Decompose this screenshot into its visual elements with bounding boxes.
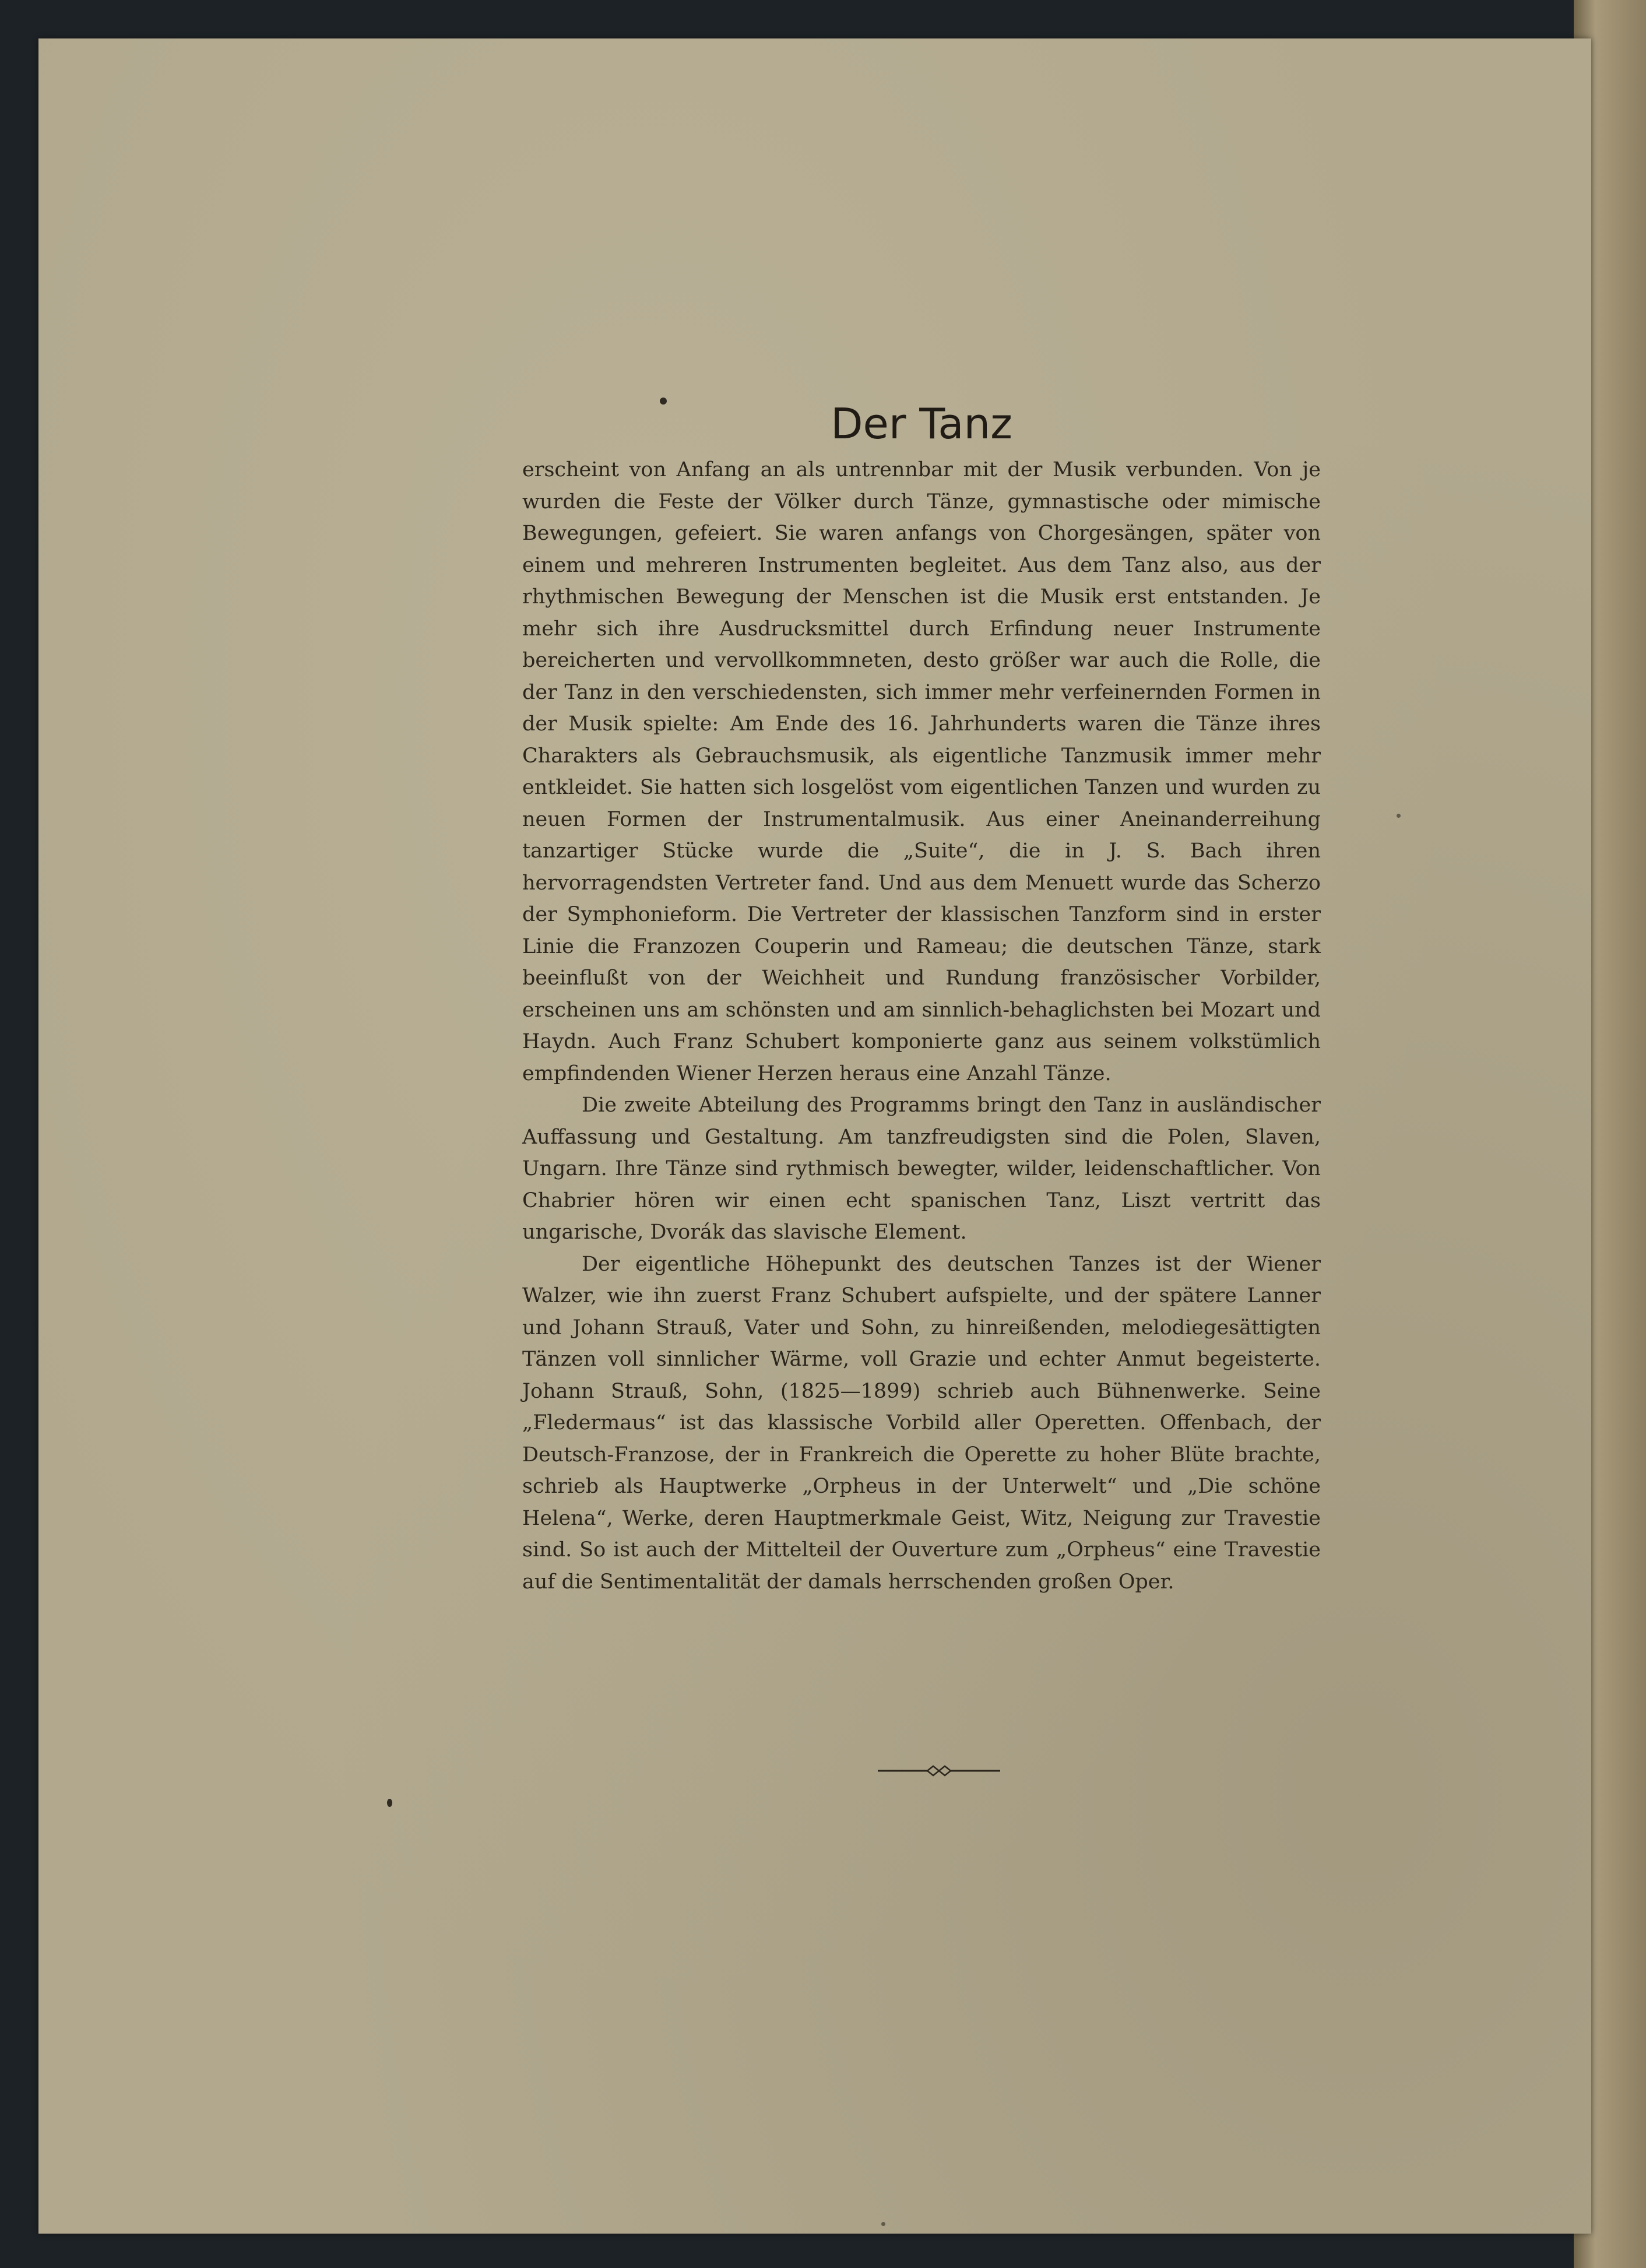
paragraph-3: Der eigentliche Höhepunkt des deutschen Tanzes ist der Wiener Walzer, wie ihn zuerst Franz Schubert aufspielte, und der spätere Lanner und Johann Strauß, Vater und Sohn, zu hinreißenden, melodiegesättigten Tänzen voll sinnlicher Wärme, voll Grazie und echter Anmut begeisterte. Johann Strauß, Sohn, (1825—1899) schrieb auch Bühnenwerke. Seine „Fledermaus“ ist das klassische Vorbild aller Operetten. Offenbach, der Deutsch-Franzose, der in Frankreich die Operette zu hoher Blüte brachte, schrieb als Hauptwerke „Orpheus in der Unterwelt“ und „Die schöne Helena“, Werke, deren Hauptmerkmale Geist, Witz, Neigung zur Travestie sind. So ist auch der Mittelteil der Ouverture zum „Orpheus“ eine Travestie auf die Sentimentalität der damals herrschenden großen Oper. <box>522 1252 1321 1594</box>
paper-speck <box>660 398 667 405</box>
paragraph-1: erscheint von Anfang an als untrennbar mit der Musik verbunden. Von je wurden die Feste der Völker durch Tänze, gymnastische oder mimische Bewegungen, gefeiert. Sie waren anfangs von Chorgesängen, später von einem und mehreren Instrumenten begleitet. Aus dem Tanz also, aus der rhythmischen Bewegung der Menschen ist die Musik erst entstanden. Je mehr sich ihre Ausdrucksmittel durch Erfindung neuer Instrumente bereicherten und vervollkommneten, desto größer war auch die Rolle, die der Tanz in den verschiedensten, sich immer mehr verfeinernden Formen in der Musik spielte: Am Ende des 16. Jahrhunderts waren die Tänze ihres Charakters als Gebrauchsmusik, als eigentliche Tanzmusik immer mehr entkleidet. Sie hatten sich losgelöst vom eigentlichen Tanzen und wurden zu neuen Formen der Instrumentalmusik. Aus einer Aneinanderreihung tanzartiger Stücke wurde die „Suite“, die in J. S. Bach ihren hervorragendsten Vertreter fand. Und aus dem Menuett wurde das Scherzo der Symphonieform. Die Vertreter der klassischen Tanzform sind in erster Linie die Franzozen Couperin und Rameau; die deutschen Tänze, stark beeinflußt von der Weichheit und Rundung französischer Vorbilder, erscheinen uns am schönsten und am sinnlich-behaglichsten bei Mozart und Haydn. Auch Franz Schubert komponierte ganz aus seinem volkstümlich empfindenden Wiener Herzen heraus eine Anzahl Tänze. <box>522 458 1321 1085</box>
article <box>522 401 1321 1598</box>
paragraph-2: Die zweite Abteilung des Programms bringt den Tanz in ausländischer Auffassung und Gestaltung. Am tanzfreudigsten sind die Polen, Slaven, Ungarn. Ihre Tänze sind rythmisch bewegter, wilder, leidenschaftlicher. Von Chabrier hören wir einen echt spanischen Tanz, Liszt vertritt das ungarische, Dvorák das slavische Element. <box>522 1093 1321 1244</box>
article-title: Der Tanz <box>831 399 1012 448</box>
divider-ornament-icon <box>878 1764 1000 1778</box>
paper-speck <box>1397 814 1401 818</box>
paper-speck <box>387 1799 392 1807</box>
paper-speck <box>881 2222 885 2226</box>
paper-sheet <box>38 38 1591 2234</box>
